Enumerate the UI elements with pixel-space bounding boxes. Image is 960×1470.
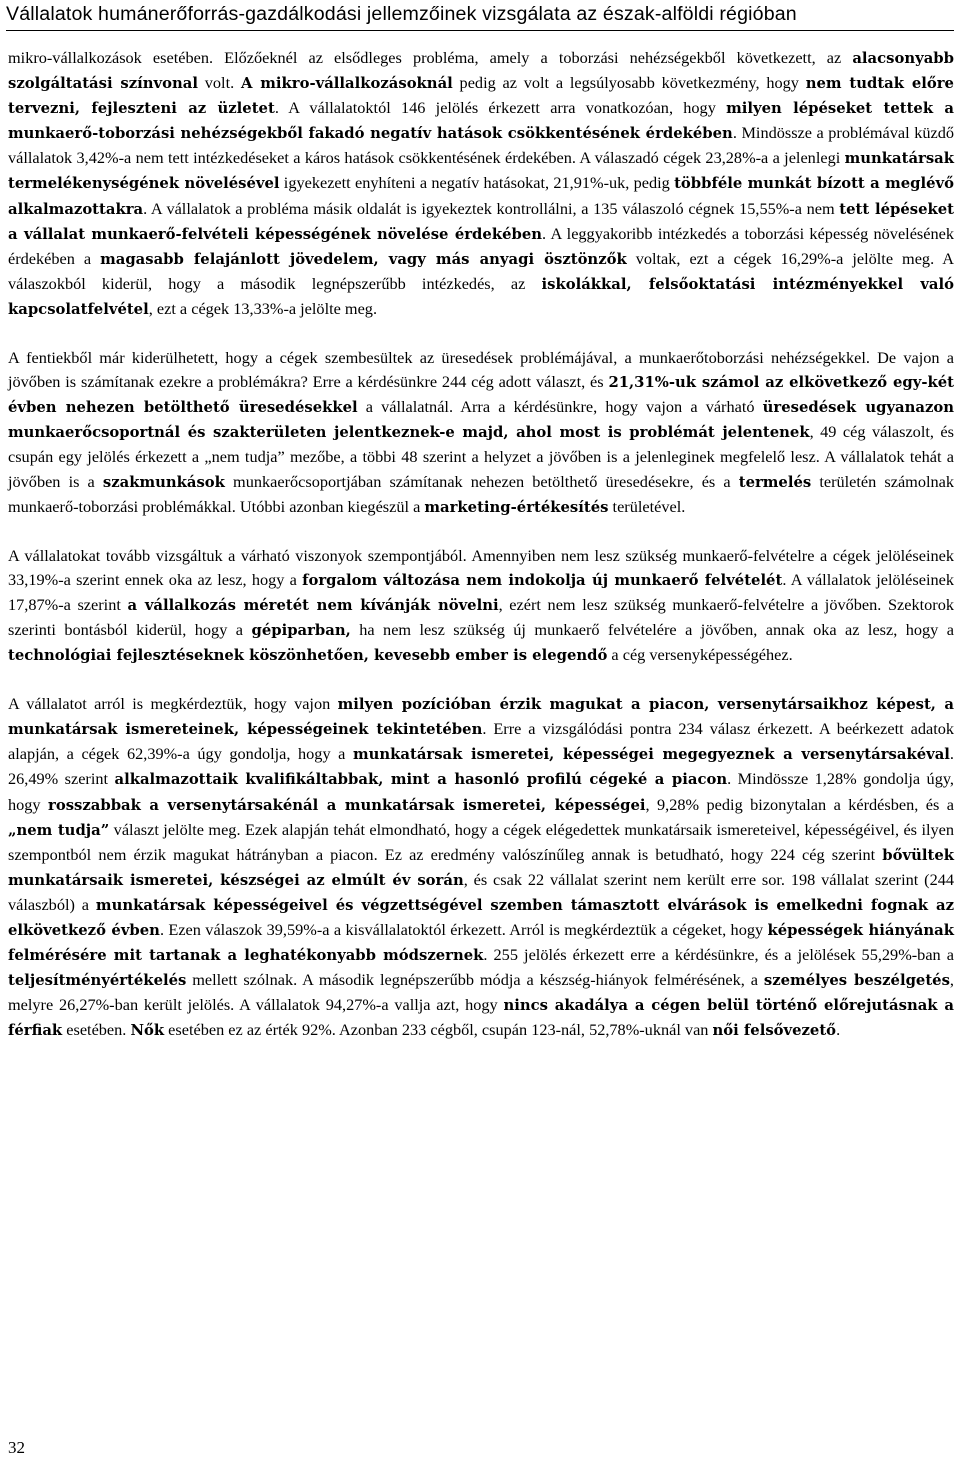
- document-body: [8, 46, 954, 1067]
- text-run: a vállalatnál. Arra a kérdésünkre, hogy vajon a várható: [357, 397, 763, 417]
- text-run: . 255 jelölés érkezett erre a kérdésünkre, és a jelölések 55,29%-ban a: [483, 945, 954, 965]
- text-run: . Ezen válaszok 39,59%-a a kisvállalatoktól érkezett. Arról is megkérdeztük a cégeket, hogy: [159, 920, 768, 939]
- bold-text-run: szakmunkások: [102, 473, 225, 491]
- text-run: , melyre 26,27%-ban került jelölés. A vállalatok 94,27%-a vallja azt, hogy: [8, 970, 954, 1015]
- text-run: ha nem lesz szükség új munkaerő felvételére a jövőben, annak oka az lesz, hogy a: [350, 619, 954, 639]
- bold-text-run: teljesítményértékelés: [8, 972, 187, 990]
- text-run: a cég versenyképességéhez.: [607, 645, 793, 665]
- page-number: 32: [8, 1438, 25, 1457]
- paragraph: [8, 692, 954, 1043]
- text-run: . 26,49% szerint: [8, 744, 954, 789]
- text-run: . Erre a vizsgálódási pontra 234 válasz érkezett. A beérkezett adatok alapján, a cégek 62,39%-a úgy gondolja, hogy a: [8, 719, 954, 764]
- bold-text-run: technológiai fejlesztéseknek köszönhetően, kevesebb ember is elegendő: [8, 647, 608, 665]
- bold-text-run: milyen lépéseket tettek a munkaerő-toborzási nehézségekből fakadó negatív hatások csökkentésének érdekében: [8, 100, 954, 143]
- text-run: , ezért nem lesz szükség munkaerő-felvételre a jövőben. Szektorok szerinti bontásból kiderül, hogy a: [8, 594, 954, 639]
- bold-text-run: nem tudtak előre tervezni, fejleszteni az üzletet: [8, 75, 954, 118]
- text-run: igyekezett enyhíteni a negatív hatásokat, 21,91%-uk, pedig: [279, 173, 675, 193]
- bold-text-run: iskolákkal, felsőoktatási intézményekkel való kapcsolatfelvétel: [8, 275, 954, 318]
- paragraph: [8, 544, 954, 668]
- text-run: területén számolnak munkaerő-toborzási problémákkal. Utóbbi azonban kiegészül a: [8, 471, 955, 516]
- bold-text-run: képességek hiányának felmérésére mit tartanak a leghatékonyabb módszernek: [8, 922, 954, 965]
- text-run: munkaerőcsoportjában számítanak nehezen betölthető üresedésekre, és a: [224, 471, 739, 491]
- paragraph: [8, 46, 954, 322]
- paragraph: [8, 346, 954, 520]
- bold-text-run: nincs akadálya a cégen belül történő előrejutásnak a férfiak: [8, 997, 954, 1040]
- bold-text-run: tett lépéseket a vállalat munkaerő-felvételi képességének növelése érdekében: [8, 200, 954, 243]
- text-run: volt.: [197, 73, 241, 93]
- bold-text-run: milyen pozícióban érzik magukat a piacon, versenytársaikhoz képest, a munkatársak ismereteinek, képességeinek tekintetében: [8, 696, 954, 739]
- bold-text-run: „nem tudja”: [8, 821, 110, 839]
- bold-text-run: 21,31%-uk számol az elkövetkező egy-két évben nehezen betölthető üresedésekkel: [8, 374, 954, 417]
- bold-text-run: alacsonyabb szolgáltatási színvonal: [8, 50, 954, 93]
- text-run: .: [836, 1020, 841, 1040]
- text-run: esetében.: [62, 1020, 131, 1040]
- text-run: esetében ez az érték 92%. Azonban 233 cégből, csupán 123-nál, 52,78%-uknál van: [164, 1020, 713, 1040]
- bold-text-run: többféle munkát bízott a meglévő alkalmazottakra: [8, 175, 954, 218]
- text-run: . Mindössze a problémával küzdő vállalatok 3,42%-a nem tett intézkedéseket a káros hatások csökkentésének érdekében. A válaszadó cégek 23,28%-a a jelenlegi: [8, 123, 954, 168]
- text-run: . A leggyakoribb intézkedés a toborzási képesség növelésének érdekében a: [8, 223, 954, 268]
- text-run: . A vállalatok jelöléseinek 17,87%-a szerint: [8, 569, 954, 614]
- text-run: A vállalatokat tovább vizsgáltuk a várható viszonyok szempontjából. Amennyiben nem lesz szükség munkaerő-felvételre a cégek jelöléseinek 33,19%-a szerint ennek oka az lesz, hogy a: [8, 545, 954, 589]
- text-run: , ezt a cégek 13,33%-a jelölte meg.: [148, 298, 378, 318]
- bold-text-run: alkalmazottaik kvalifikáltabbak, mint a hasonló profilú cégeké a piacon: [114, 771, 728, 789]
- bold-text-run: munkatársak termelékenységének növelésével: [8, 150, 954, 193]
- running-header-title: Vállalatok humánerőforrás-gazdálkodási jellemzőinek vizsgálata az észak-alföldi régióban: [6, 3, 797, 25]
- running-header: [6, 0, 954, 31]
- text-run: . Mindössze 1,28% gondolja úgy, hogy: [8, 769, 954, 814]
- bold-text-run: személyes beszélgetés: [763, 972, 950, 990]
- bold-text-run: női felsővezető: [712, 1022, 837, 1040]
- bold-text-run: rosszabbak a versenytársakénál a munkatársak ismeretei, képességei: [48, 796, 646, 814]
- text-run: mikro-vállalkozások esetében. Előzőeknél az elsődleges probléma, amely a toborzási nehézségekből következett, az: [8, 48, 853, 67]
- bold-text-run: bővültek munkatársaik ismeretei, készségei az elmúlt év során: [8, 846, 954, 889]
- bold-text-run: termelés: [738, 473, 812, 491]
- text-run: A vállalatot arról is megkérdeztük, hogy vajon: [8, 694, 338, 714]
- text-run: , 9,28% pedig bizonytalan a kérdésben, és a: [645, 794, 955, 814]
- text-run: mellett szólnak. A második legnépszerűbb módja a készség-hiányok felmérésének, a: [186, 970, 764, 990]
- bold-text-run: marketing-értékesítés: [424, 498, 609, 516]
- bold-text-run: munkatársak ismeretei, képességei megegyeznek a versenytársakéval: [352, 746, 950, 764]
- bold-text-run: A mikro-vállalkozásoknál: [240, 75, 453, 93]
- text-run: , 49 cég válaszolt, és csupán egy jelölés érkezett a „nem tudja” mezőbe, a többi 48 szerint a helyzet a jövőben is a jelenleginek megfelelő lesz. A vállalatok tehát a jövőben is a: [8, 422, 954, 491]
- text-run: választ jelölte meg. Ezek alapján tehát elmondható, hogy a cégek elégedettek munkatársaik ismereteivel, képességéivel, és ilyen szempontból nem érzik magukat hátrányban a piacon. Ez az eredmény valószínűleg annak is betudható, hogy 224 cég szerint: [8, 819, 954, 864]
- bold-text-run: Nők: [130, 1022, 165, 1040]
- text-run: pedig az volt a legsúlyosabb következmény, hogy: [452, 73, 806, 93]
- text-run: . A vállalatoktól 146 jelölés érkezett arra vonatkozóan, hogy: [274, 98, 727, 118]
- bold-text-run: forgalom változása nem indokolja új munkaerő felvételét: [302, 571, 783, 589]
- text-run: A fentiekből már kiderülhetett, hogy a cégek szembesültek az üresedések problémájával, a munkaerőtoborzási nehézségekkel. De vajon a jövőben is számítanak ezekre a problémákra? Erre a kérdésünkre 244 cég adott választ, és: [8, 348, 954, 392]
- bold-text-run: a vállalkozás méretét nem kívánják növelni: [127, 596, 499, 614]
- text-run: , és csak 22 vállalat szerint nem került erre sor. 198 vállalat szerint (244 válaszból) a: [8, 869, 954, 914]
- bold-text-run: magasabb felajánlott jövedelem, vagy más anyagi ösztönzők: [100, 250, 627, 268]
- text-run: . A vállalatok a probléma másik oldalát is igyekeztek kontrollálni, a 135 válaszoló cégnek 15,55%-a nem: [143, 198, 840, 218]
- text-run: voltak, ezt a cégek 16,29%-a jelölte meg. A válaszokból kiderül, hogy a második legnépszerűbb intézkedés, az: [8, 248, 954, 293]
- bold-text-run: munkatársak képességeivel és végzettségével szemben támasztott elvárások is emelkedni fognak az elkövetkező évben: [8, 896, 954, 939]
- bold-text-run: gépiparban,: [251, 621, 351, 639]
- bold-text-run: üresedések ugyanazon munkaerőcsoportnál és szakterületen jelentkeznek-e majd, ahol most is problémát jelentenek: [8, 399, 955, 442]
- text-run: területével.: [608, 496, 686, 516]
